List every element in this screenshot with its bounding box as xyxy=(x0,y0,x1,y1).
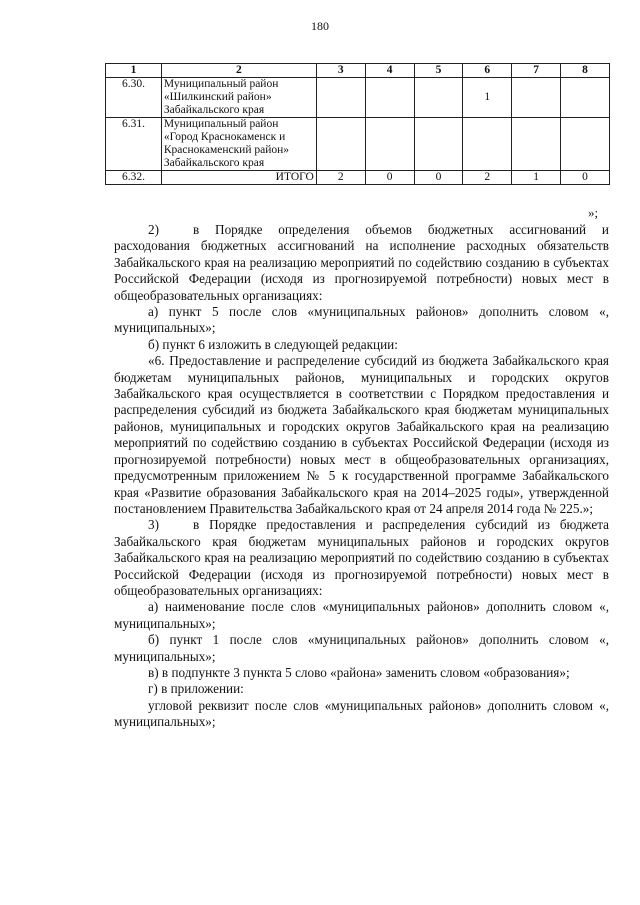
paragraph-text: в Порядке предоставления и распределения субсидий из бюджета Забайкальского края бюджетам муниципальных районов и городских округов Забайкальского края на реализацию мероприятий по содействию созданию в субъектах Российской Федерации (исходя из прогнозируемой потребности) новых мест в общеобразовательных организациях: xyxy=(114,517,609,598)
paragraph: б) пункт 6 изложить в следующей редакции: xyxy=(148,336,398,352)
value-cell xyxy=(561,118,610,171)
paragraph-text: в Порядке определения объемов бюджетных ассигнований и расходования бюджетных ассигнований на исполнение расходных обязательств Забайкальского края на реализацию мероприятий по содействию созданию в субъектах Российской Федерации (исходя из прогнозируемой потребности) новых мест в общеобразовательных организациях: xyxy=(114,222,609,303)
district-name-line: Краснокаменский район» xyxy=(163,144,290,156)
paragraph: а) наименование после слов «муниципальных районов» дополнить словом «, муниципальных»; xyxy=(114,599,609,631)
value-cell xyxy=(365,118,414,171)
value-cell xyxy=(512,78,561,118)
document-body xyxy=(114,222,609,731)
district-name-line: Муниципальный район xyxy=(163,78,279,90)
row-number: 6.30. xyxy=(106,78,162,118)
total-value-cell: 2 xyxy=(316,171,365,185)
table-header-row xyxy=(106,64,610,78)
total-value-cell: 0 xyxy=(414,171,463,185)
value-cell xyxy=(414,118,463,171)
table-total-row xyxy=(106,171,610,185)
paragraph: а) пункт 5 после слов «муниципальных районов» дополнить словом «, муниципальных»; xyxy=(114,304,609,336)
value-cell xyxy=(414,78,463,118)
column-header: 5 xyxy=(414,64,463,78)
row-number: 6.31. xyxy=(106,118,162,171)
page-number: 180 xyxy=(311,19,329,33)
district-name-line: Забайкальского края xyxy=(163,104,265,116)
paragraph: в) в подпункте 3 пункта 5 слово «района» заменить словом «образования»; xyxy=(148,664,570,680)
column-header: 7 xyxy=(512,64,561,78)
value-cell xyxy=(316,78,365,118)
total-value-cell: 0 xyxy=(365,171,414,185)
value-cell xyxy=(316,118,365,171)
district-name-line: «Шилкинский район» xyxy=(163,91,272,103)
table-row xyxy=(106,118,610,171)
paragraph: г) в приложении: xyxy=(148,681,244,697)
table-row xyxy=(106,78,610,118)
value-cell xyxy=(463,118,512,171)
allocation-table xyxy=(105,63,610,185)
paragraph-item-2 xyxy=(114,222,609,304)
column-header: 1 xyxy=(106,64,162,78)
paragraph: угловой реквизит после слов «муниципальных районов» дополнить словом «, муниципальных»; xyxy=(114,697,609,730)
item-number: 2) xyxy=(148,222,159,237)
district-name-cell xyxy=(161,78,316,118)
column-header: 3 xyxy=(316,64,365,78)
paragraph: б) пункт 1 после слов «муниципальных районов» дополнить словом «, муниципальных»; xyxy=(114,632,609,664)
quote-closing-mark: »; xyxy=(588,205,599,220)
total-value-cell: 0 xyxy=(561,171,610,185)
district-name-line: Муниципальный район xyxy=(163,118,279,130)
value-cell: 1 xyxy=(463,78,512,118)
total-value-cell: 1 xyxy=(512,171,561,185)
value-cell xyxy=(561,78,610,118)
paragraph-item-3 xyxy=(114,517,609,599)
column-header: 2 xyxy=(161,64,316,78)
total-value-cell: 2 xyxy=(463,171,512,185)
total-label: ИТОГО xyxy=(161,171,316,185)
column-header: 8 xyxy=(561,64,610,78)
row-number: 6.32. xyxy=(106,171,162,185)
district-name-line: Забайкальского края xyxy=(163,157,265,169)
value-cell xyxy=(365,78,414,118)
district-name-line: «Город Краснокаменск и xyxy=(163,131,286,143)
district-name-cell xyxy=(161,118,316,171)
column-header: 6 xyxy=(463,64,512,78)
value-cell xyxy=(512,118,561,171)
column-header: 4 xyxy=(365,64,414,78)
item-number: 3) xyxy=(148,517,159,533)
quoted-paragraph: «6. Предоставление и распределение субсидий из бюджета Забайкальского края бюджетам муниципальных районов, муниципальных и городских округов Забайкальского края осуществляется в соответствии с Порядком предоставления и распределения субсидий из бюджета Забайкальского края бюджетам муниципальных районов, муниципальных и городских округов Забайкальского края на реализацию мероприятий по содействию созданию в субъектах Российской Федерации (исходя из прогнозируемой потребности) новых мест в общеобразовательных организациях, предусмотренным приложением № 5 к государственной программе Забайкальского края «Развитие образования Забайкальского края на 2014–2025 годы», утвержденной постановлением Правительства Забайкальского края от 24 апреля 2014 года № 225.»; xyxy=(114,353,609,516)
